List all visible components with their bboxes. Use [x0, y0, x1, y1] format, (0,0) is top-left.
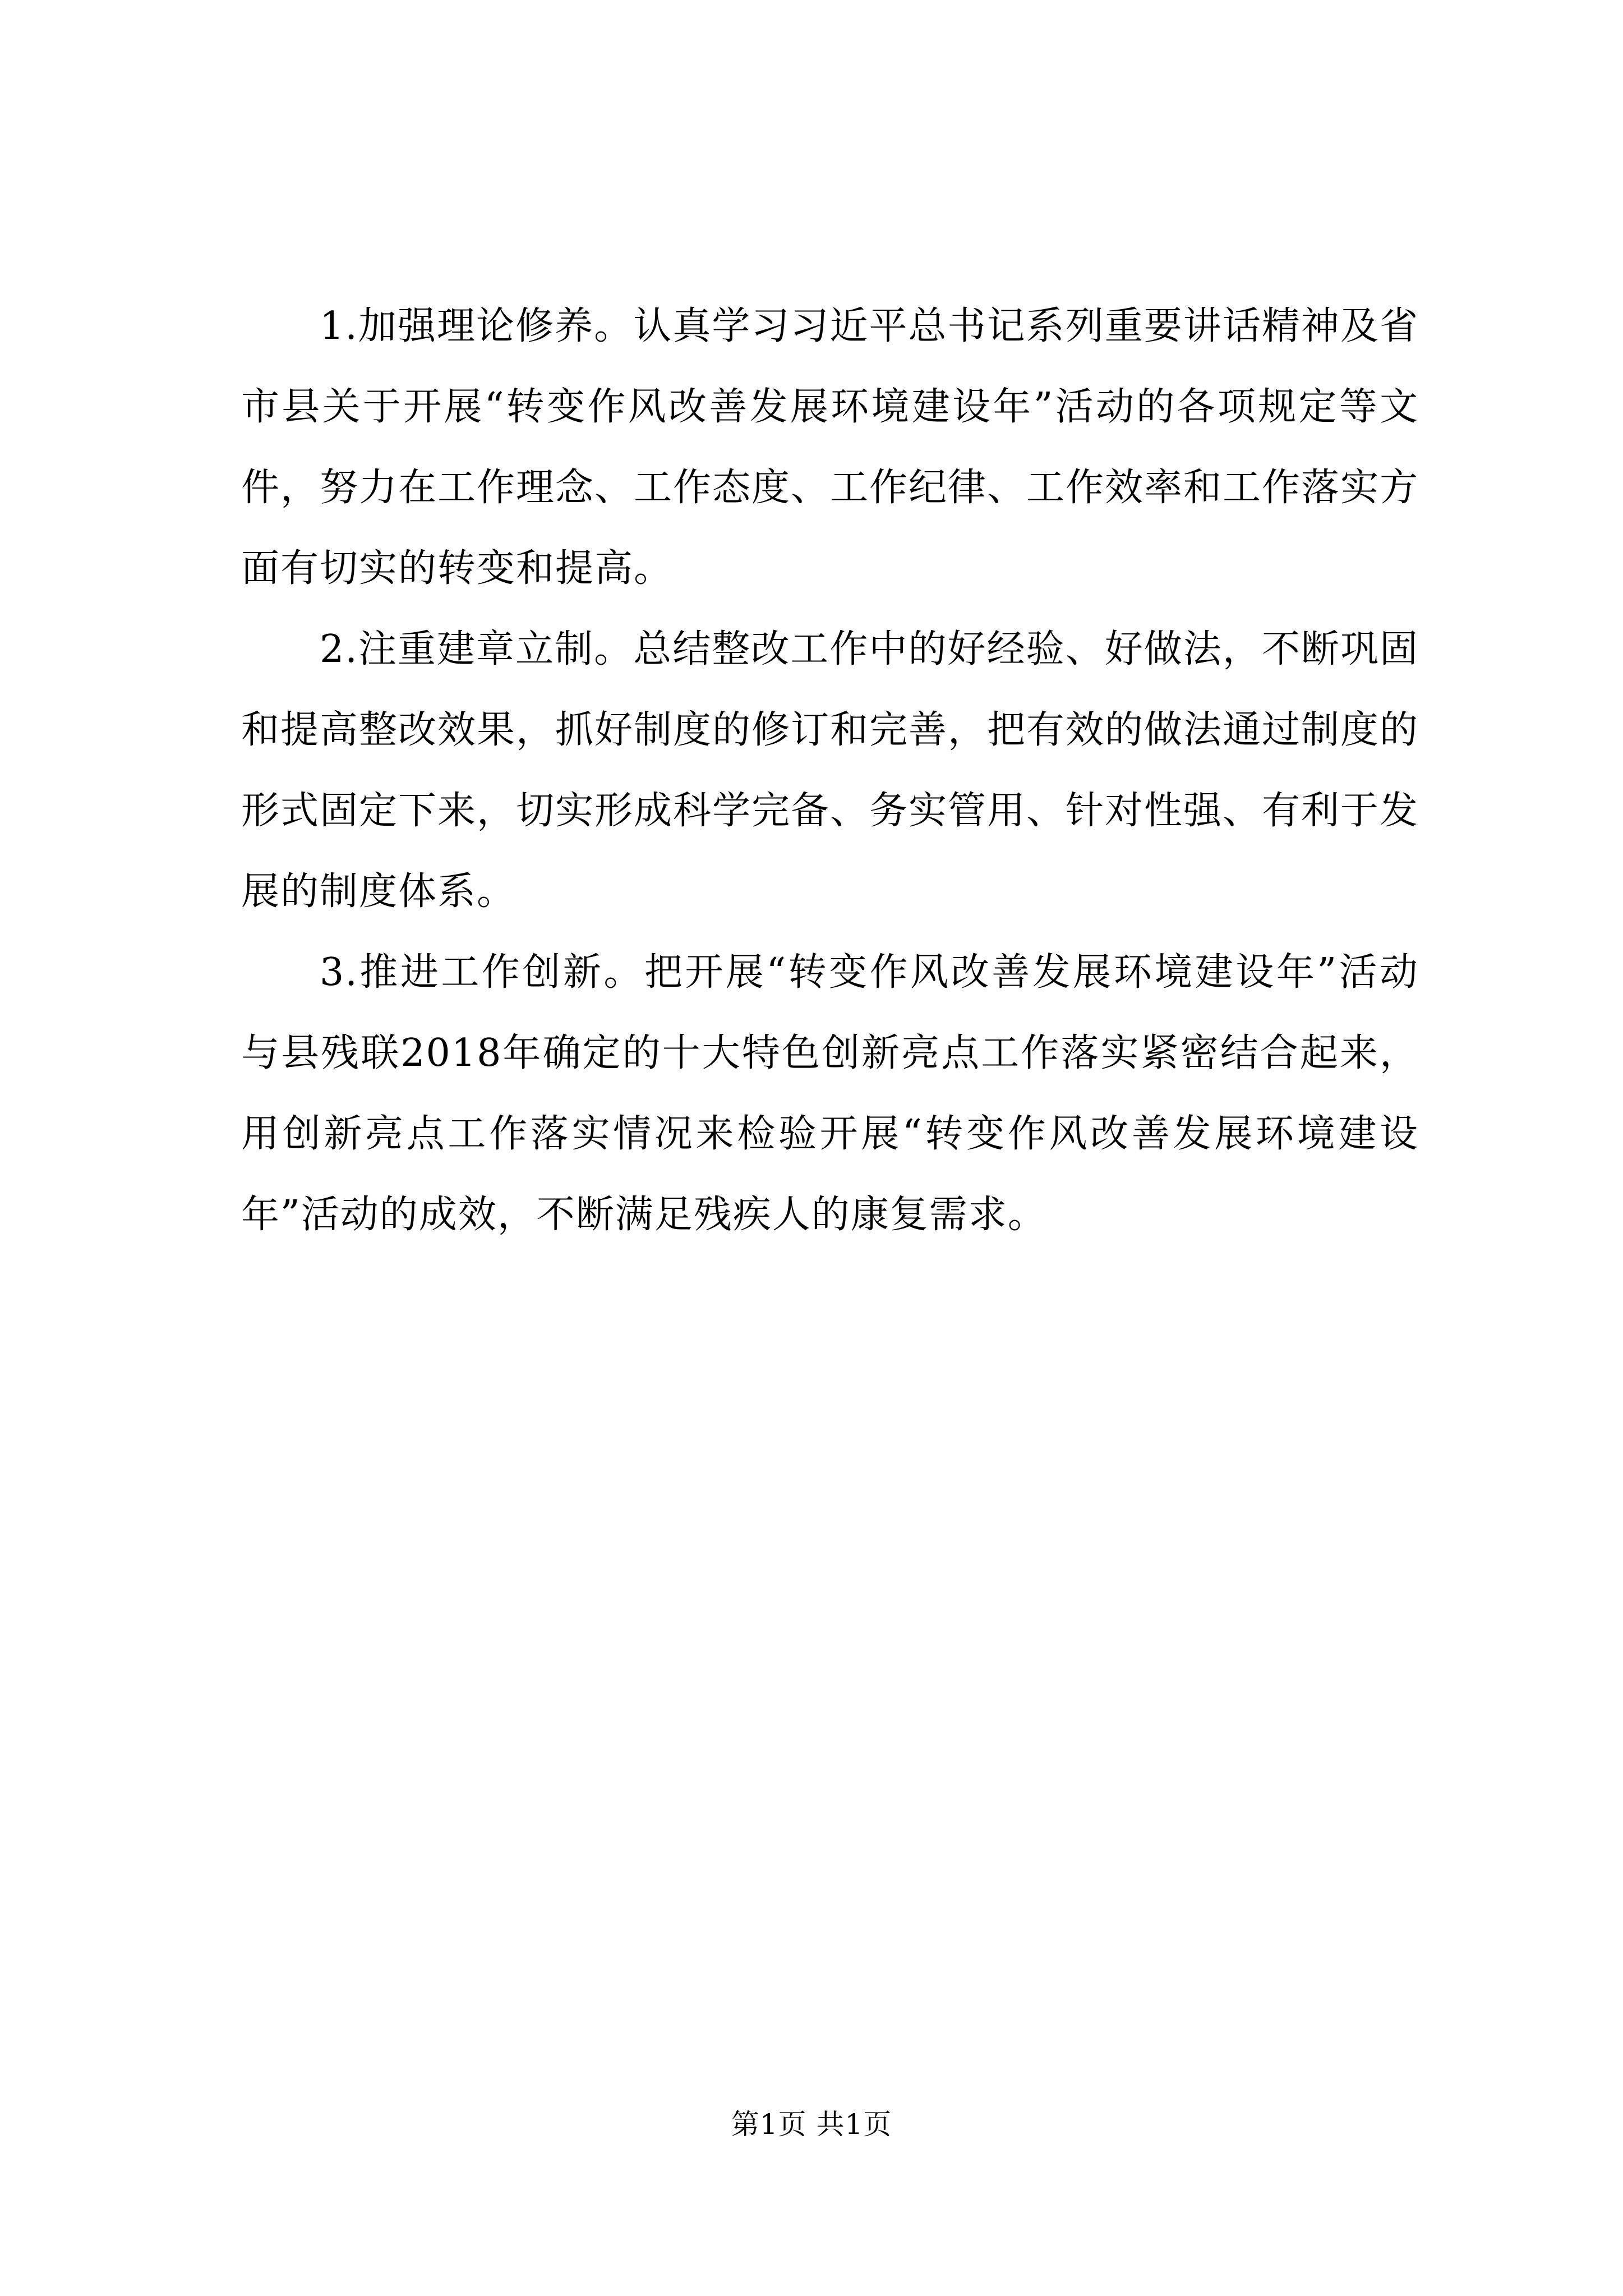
page-footer: 第1页 共1页 — [731, 2108, 892, 2141]
paragraph-1: 1.加强理论修养。认真学习习近平总书记系列重要讲话精神及省市县关于开展“转变作风改善发展环境建设年”活动的各项规定等文件，努力在工作理念、工作态度、工作纪律、工作效率和工作落实方面有切实的转变和提高。 — [241, 304, 1419, 591]
document-body — [241, 286, 1419, 1255]
paragraph-3: 3.推进工作创新。把开展“转变作风改善发展环境建设年”活动与县残联2018年确定的十大特色创新亮点工作落实紧密结合起来，用创新亮点工作落实情况来检验开展“转变作风改善发展环境建设年”活动的成效，不断满足残疾人的康复需求。 — [241, 950, 1419, 1237]
paragraph-2: 2.注重建章立制。总结整改工作中的好经验、好做法，不断巩固和提高整改效果，抓好制度的修订和完善，把有效的做法通过制度的形式固定下来，切实形成科学完备、务实管用、针对性强、有利于发展的制度体系。 — [241, 627, 1419, 914]
